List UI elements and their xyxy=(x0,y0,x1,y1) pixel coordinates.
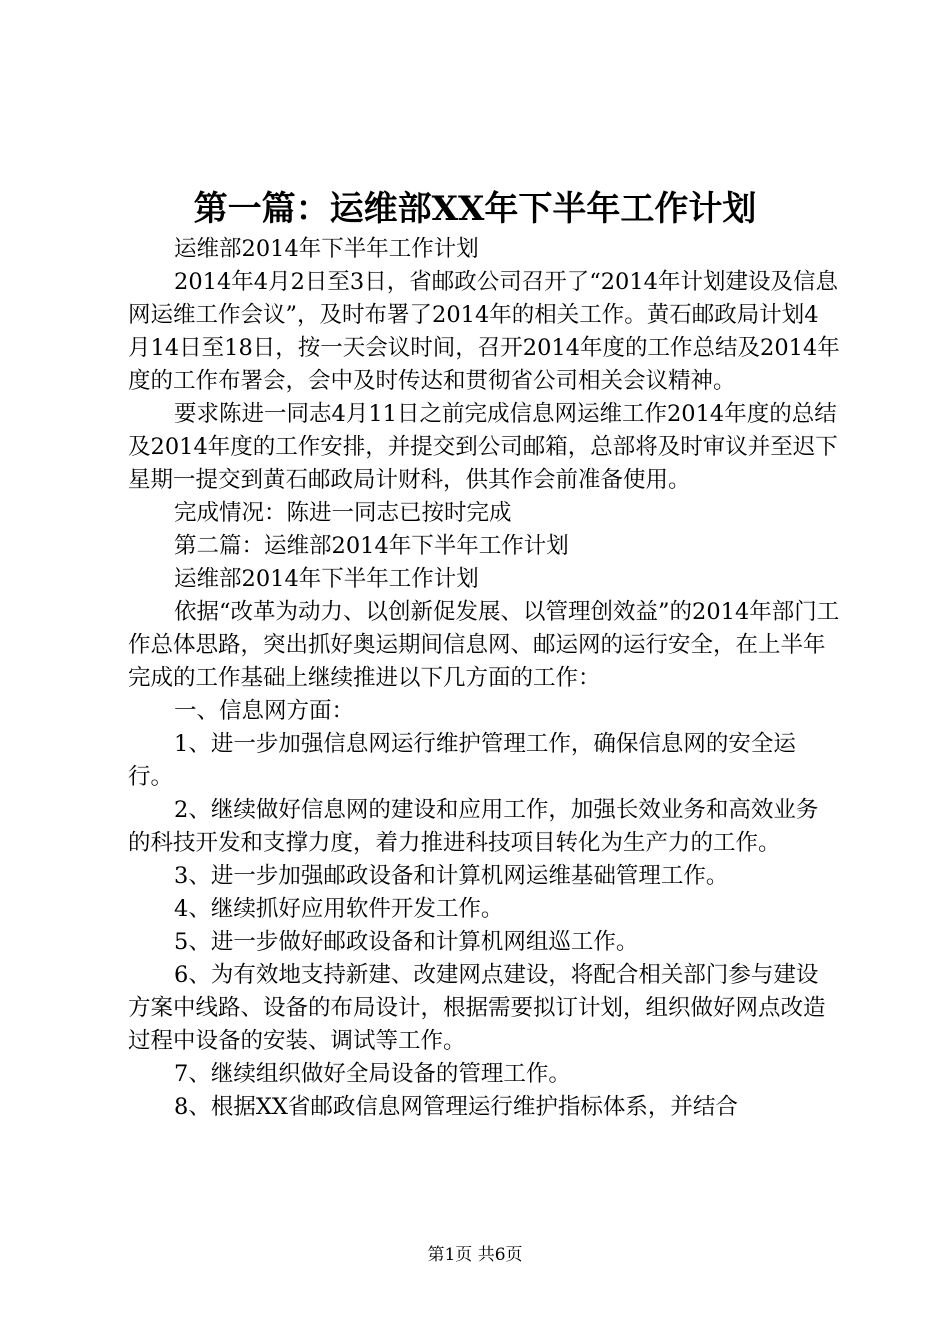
paragraph: 第二篇：运维部2014年下半年工作计划 xyxy=(174,533,569,559)
paragraph: 运维部2014年下半年工作计划 xyxy=(174,566,479,592)
paragraph: 4、继续抓好应用软件开发工作。 xyxy=(174,896,504,922)
paragraph: 一、信息网方面： xyxy=(174,698,355,724)
paragraph: 要求陈进一同志4月11日之前完成信息网运维工作2014年度的总结及2014年度的工作安排，并提交到公司邮箱，总部将及时审议并至迟下星期一提交到黄石邮政局计财科，供其作会前准备使用。 xyxy=(128,401,838,493)
paragraph: 完成情况：陈进一同志已按时完成 xyxy=(174,500,512,526)
paragraph: 5、进一步做好邮政设备和计算机网组巡工作。 xyxy=(174,929,639,955)
paragraph: 2014年4月2日至3日，省邮政公司召开了“2014年计划建设及信息网运维工作会议”，及时布署了2014年的相关工作。黄石邮政局计划4月14日至18日，按一天会议时间，召开2014年度的工作总结及2014年度的工作布署会，会中及时传达和贯彻省公司相关会议精神。 xyxy=(128,269,840,394)
paragraph: 6、为有效地支持新建、改建网点建设，将配合相关部门参与建设方案中线路、设备的布局设计，根据需要拟订计划，组织做好网点改造过程中设备的安装、调试等工作。 xyxy=(128,962,826,1054)
paragraph: 8、根据XX省邮政信息网管理运行维护指标体系，并结合 xyxy=(174,1094,738,1120)
paragraph: 7、继续组织做好全局设备的管理工作。 xyxy=(174,1061,571,1087)
paragraph: 运维部2014年下半年工作计划 xyxy=(174,236,479,262)
document-title: 第一篇：运维部XX年下半年工作计划 xyxy=(193,189,757,229)
paragraph: 依据“改革为动力、以创新促发展、以管理创效益”的2014年部门工作总体思路，突出抓好奥运期间信息网、邮运网的运行安全，在上半年完成的工作基础上继续推进以下几方面的工作： xyxy=(128,599,840,691)
document-body xyxy=(128,233,840,1124)
paragraph: 1、进一步加强信息网运行维护管理工作，确保信息网的安全运行。 xyxy=(128,731,796,790)
paragraph: 2、继续做好信息网的建设和应用工作，加强长效业务和高效业务的科技开发和支撑力度，着力推进科技项目转化为生产力的工作。 xyxy=(128,797,819,856)
paragraph: 3、进一步加强邮政设备和计算机网运维基础管理工作。 xyxy=(174,863,729,889)
page-number-footer: 第1页 共6页 xyxy=(427,1245,523,1265)
